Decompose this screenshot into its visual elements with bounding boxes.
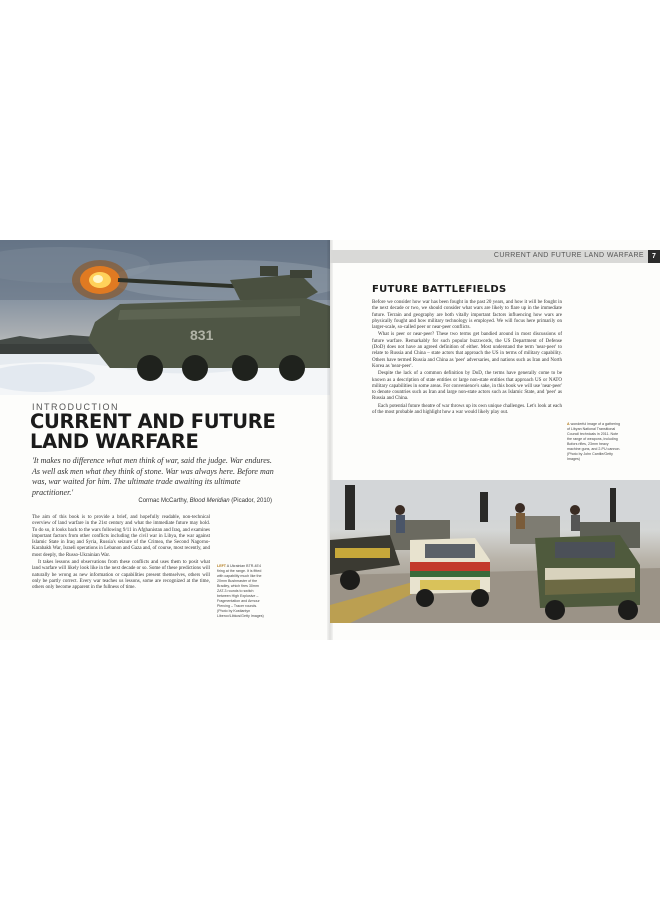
attribution-work: Blood Meridian xyxy=(189,498,230,504)
tank-firing-photo xyxy=(0,240,330,395)
technicals-photo xyxy=(330,480,660,623)
right-paragraph: Before we consider how war has been fought in the past 20 years, and how it will be fought in the next decade or two, we should consider what wars are likely to flare up in the immediate future. Terrain and geography are both vitally important factors influencing how wars are physically fought and how military technology is employed. We will focus here primarily on larger-scale, so-called peer or near-peer conflicts. xyxy=(372,300,562,331)
epigraph-quote: 'It makes no difference what men think of war, said the judge. War endures. As well ask men what they think of stone. War was always here. Before man was, war waited for him. The ultimate trade awaiting its ultimate practitioner.' xyxy=(32,456,274,497)
left-paragraph: It takes lessons and observations from these conflicts and uses them to posit what land warfare will likely look like in the next decade or so. Some of these predictions will naturally be wrong as new information or capabilities present themselves, others will only be partly correct. Every war teaches us lessons, some are recognized at the time, others only become apparent in the fullness of time. xyxy=(32,560,210,591)
technicals-illustration xyxy=(330,480,660,623)
left-paragraph: The aim of this book is to provide a brief, and hopefully readable, non-technical overview of land warfare in the 21st century and what the immediate future may hold. To do so, it looks back to the wars following 9/11 in Afghanistan and Iraq, and examines important factors from other conflicts including the civil war in Libya, the war against Islamic State in Iraq and Syria, Russia's seizure of the Crimea, the Second Nagorno-Karabakh War, Israeli operations in Lebanon and Gaza and, of course, most recently, and most deeply, the Russo-Ukrainian War. xyxy=(32,515,210,558)
caption-text: A Ukrainian BTR-4E4 firing at the range. It is fitted with capability much like the 20mm Bushmaster of the Bradley, which fires 30mm ZAT-3 rounds to switch between High Explosive – Fragmentation and Armour Piercing – Tracer rounds. (Photo by Kostiantyn Liberov/Libkos/Getty Images) xyxy=(217,564,264,618)
hull-number: 831 xyxy=(190,327,214,343)
epigraph-attribution xyxy=(32,498,272,504)
right-paragraph: What is peer or near-peer? These two terms get bandied around in most discussions of future warfare. Remarkably for such popular buzzwords, the US Department of Defense (DoD) does not have an agreed definition of either. Most understand the term 'near-peer' to relate to Russia and China – state actors that approach the US in terms of military capability. Others have termed Russia and China as 'peer' adversaries, and nations such as Iran and North Korea as 'near-peer'. xyxy=(372,332,562,369)
right-photo-caption xyxy=(567,422,622,462)
left-body-text xyxy=(32,515,210,593)
running-header-text: CURRENT AND FUTURE LAND WARFARE xyxy=(493,252,644,259)
right-body-text xyxy=(372,300,562,417)
caption-label: A xyxy=(567,422,570,426)
attribution-detail: (Picador, 2010) xyxy=(231,498,272,504)
running-header xyxy=(330,250,660,263)
section-heading: FUTURE BATTLEFIELDS xyxy=(372,284,507,295)
tank-illustration xyxy=(0,240,330,395)
caption-text: wonderful image of a gathering of Libyan National Transitional Council technicals in 2011. Note the range of weapons, including Bofors rifles, 23mm heavy machine guns, and 2-PU cannon. (Photo by John Cantlie/Getty Images) xyxy=(567,422,621,461)
caption-label: LEFT xyxy=(217,564,226,568)
left-photo-caption xyxy=(217,564,265,619)
chapter-title-line-2: LAND WARFARE xyxy=(30,430,199,453)
attribution-author: Cormac McCarthy, xyxy=(138,498,188,504)
right-paragraph: Each potential future theatre of war throws up its own unique challenges. Let's look at each of the most probable and highlight how a war would likely play out. xyxy=(372,403,562,416)
chapter-kicker: INTRODUCTION xyxy=(32,402,119,412)
chapter-title xyxy=(30,412,320,452)
left-page xyxy=(0,240,330,640)
chapter-title-line-1: CURRENT AND FUTURE xyxy=(30,410,276,433)
page-number: 7 xyxy=(648,250,660,263)
right-page xyxy=(330,240,660,640)
right-paragraph: Despite the lack of a common definition by DoD, the terms have generally come to be known as a description of state entities or large non-state entities that approach US or NATO military capabilities in some areas. For convenience's sake, in this book we will use 'near-peer' to denote countries such as Iran and large non-state actors such as Islamic State, and 'peer' as Russia and China. xyxy=(372,371,562,402)
book-spread xyxy=(0,240,660,640)
